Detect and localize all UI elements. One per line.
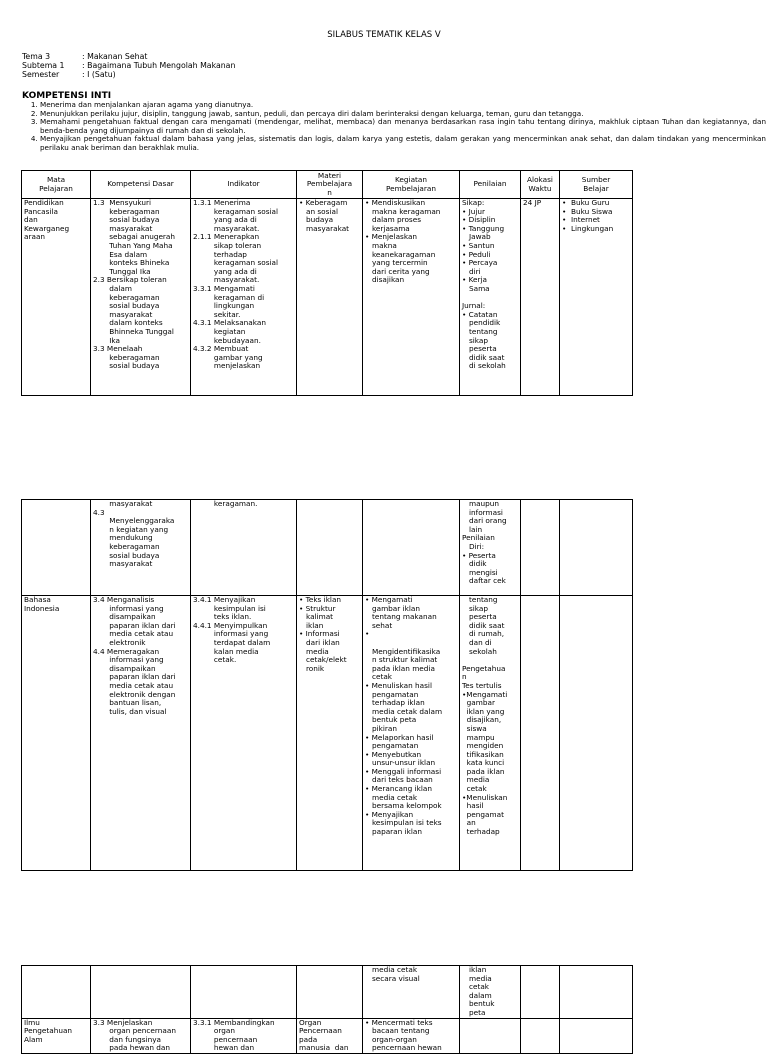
header-cell: Indikator [191, 171, 297, 199]
list-item: 4. Menyajikan pengetahuan faktual dalam bahasa yang jelas, sistematis dan logis, dalam karya yang estetis, dalam gerakan yang mencerminkan anak sehat, dan dalam tindakan yang mencerminkan perilaku anak beriman dan berakhlak mulia. [40, 135, 766, 152]
syllabus-table-page-2 [21, 499, 633, 871]
table-cell [560, 966, 633, 1019]
table-row [22, 596, 633, 871]
table-cell: Bahasa Indonesia [22, 596, 91, 871]
meta-value: : Bagaimana Tubuh Mengolah Makanan [82, 60, 236, 70]
table-cell: • Teks iklan • Struktur kalimat iklan • Informasi dari iklan media cetak/elekt ronik [297, 596, 363, 871]
table-cell: • Mengamati gambar iklan tentang makanan sehat • Mengidentifikasika n struktur kalimat pada iklan media cetak • Menuliskan hasil pengamatan terhadap iklan media cetak dalam bentuk peta pikiran • Melaporkan hasil pengamatan • Menyebutkan unsur-unsur iklan • Menggali informasi dari teks bacaan • Merancang iklan media cetak bersama kelompok • Menyajikan kesimpulan isi teks paparan iklan [363, 596, 460, 871]
table-cell: 3.4 Menganalisis informasi yang disampaikan paparan iklan dari media cetak atau elektronik 4.4 Memeragakan informasi yang disampaikan paparan iklan dari media cetak atau elektronik dengan bantuan lisan, tulis, dan visual [91, 596, 191, 871]
table-row [22, 1018, 633, 1053]
table-cell [91, 966, 191, 1019]
table-cell: media cetak secara visual [363, 966, 460, 1019]
table-cell [521, 500, 560, 596]
list-item: 3. Memahami pengetahuan faktual dengan cara mengamati (mendengar, melihat, membaca) dan menanya berdasarkan rasa ingin tahu tentang dirinya, makhluk ciptaan Tuhan dan kegiatannya, dan benda-benda yang dijumpainya di rumah dan di sekolah. [40, 118, 766, 135]
table-cell [22, 500, 91, 596]
table-cell: • Keberagam an sosial budaya masyarakat [297, 199, 363, 396]
table-cell: 3.4.1 Menyajikan kesimpulan isi teks iklan. 4.4.1 Menyimpulkan informasi yang terdapat dalam kalan media cetak. [191, 596, 297, 871]
header-cell: Materi Pembelajara n [297, 171, 363, 199]
table-cell [22, 966, 91, 1019]
table-row [22, 500, 633, 596]
table-cell [521, 596, 560, 871]
table-cell: • Buku Guru • Buku Siswa • Internet • Lingkungan [560, 199, 633, 396]
table-cell [521, 966, 560, 1019]
syllabus-table-page-3 [21, 965, 633, 1054]
meta-value: : Makanan Sehat [82, 52, 148, 61]
table-cell: 3.3.1 Membandingkan organ pencernaan hewan dan [191, 1018, 297, 1053]
table-cell: tentang sikap peserta didik saat di rumah, dan di sekolah Pengetahua n Tes tertulis •Mengamati gambar iklan yang disajikan, siswa mampu mengiden tifikasikan kata kunci pada iklan media cetak •Menuliskan hasil pengamat an terhadap [460, 596, 521, 871]
table-cell: Sikap: • Jujur • Disiplin • Tanggung Jawab • Santun • Peduli • Percaya diri • Kerja Sama Jurnal: • Catatan pendidik tentang sikap peserta didik saat di sekolah [460, 199, 521, 396]
table-cell: 24 JP [521, 199, 560, 396]
header-cell: Mata Pelajaran [22, 171, 91, 199]
table-cell [560, 1018, 633, 1053]
header-cell: Kompetensi Dasar [91, 171, 191, 199]
table-cell [460, 1018, 521, 1053]
table-cell: 3.3 Menjelaskan organ pencernaan dan fungsinya pada hewan dan [91, 1018, 191, 1053]
table-cell: keragaman. [191, 500, 297, 596]
core-competence-list [22, 101, 766, 153]
table-row [22, 966, 633, 1019]
table-cell: iklan media cetak dalam bentuk peta [460, 966, 521, 1019]
table-cell [297, 966, 363, 1019]
table-cell: • Mencermati teks bacaan tentang organ-organ pencernaan hewan [363, 1018, 460, 1053]
theme-info [22, 53, 235, 79]
meta-key: Tema 3 [22, 52, 51, 61]
table-cell [560, 500, 633, 596]
document-title: SILABUS TEMATIK KELAS V [327, 30, 441, 40]
table-cell [560, 596, 633, 871]
syllabus-table-page-1 [21, 170, 633, 396]
table-cell: 1.3 Mensyukuri keberagaman sosial budaya masyarakat sebagai anugerah Tuhan Yang Maha Esa dalam konteks Bhineka Tunggal Ika 2.3 Bersikap toleran dalam keberagaman sosial budaya masyarakat dalam konteks Bhinneka Tunggal Ika 3.3 Menelaah keberagaman sosial budaya [91, 199, 191, 396]
table-cell: • Mendiskusikan makna keragaman dalam proses kerjasama • Menjelaskan makna keanekaragaman yang tercermin dari cerita yang disajikan [363, 199, 460, 396]
header-cell: Penilaian [460, 171, 521, 199]
list-item: 2. Menunjukkan perilaku jujur, disiplin, tanggung jawab, santun, peduli, dan percaya diri dalam berinteraksi dengan keluarga, teman, guru dan tetangga. [40, 110, 766, 119]
table-cell [297, 500, 363, 596]
meta-key: Semester [22, 69, 60, 79]
table-cell: Ilmu Pengetahuan Alam [22, 1018, 91, 1053]
meta-value: : I (Satu) [82, 69, 116, 79]
header-cell: Alokasi Waktu [521, 171, 560, 199]
table-cell [521, 1018, 560, 1053]
table-cell: Organ Pencernaan pada manusia dan [297, 1018, 363, 1053]
table-cell: maupun informasi dari orang lain Penilaian Diri: • Peserta didik mengisi daftar cek [460, 500, 521, 596]
list-item: 1. Menerima dan menjalankan ajaran agama yang dianutnya. [40, 101, 766, 110]
table-row [22, 199, 633, 396]
header-cell: Sumber Belajar [560, 171, 633, 199]
table-cell: 1.3.1 Menerima keragaman sosial yang ada di masyarakat. 2.1.1 Menerapkan sikap toleran terhadap keragaman sosial yang ada di masyarakat. 3.3.1 Mengamati keragaman di lingkungan sekitar. 4.3.1 Melaksanakan kegiatan kebudayaan. 4.3.2 Membuat gambar yang menjelaskan [191, 199, 297, 396]
meta-row-semester [22, 71, 235, 80]
table-cell: Pendidikan Pancasila dan Kewarganeg araan [22, 199, 91, 396]
table-cell [191, 966, 297, 1019]
core-competence-heading: KOMPETENSI INTI [22, 91, 112, 101]
header-cell: Kegiatan Pembelajaran [363, 171, 460, 199]
table-header-row [22, 171, 633, 199]
table-cell: masyarakat 4.3 Menyelenggaraka n kegiatan yang mendukung keberagaman sosial budaya masyarakat [91, 500, 191, 596]
meta-key: Subtema 1 [22, 60, 65, 70]
table-cell [363, 500, 460, 596]
